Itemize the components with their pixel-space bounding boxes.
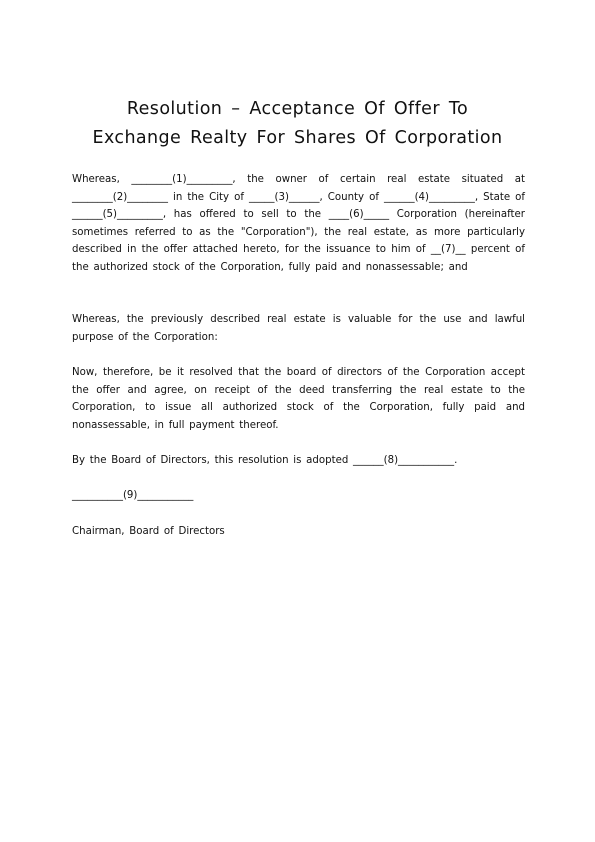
signature-caption: Chairman, Board of Directors — [72, 526, 225, 537]
adoption-paragraph: By the Board of Directors, this resolution is adopted ______(8)___________. — [72, 455, 458, 466]
title-line-1: Resolution – Acceptance Of Offer To — [126, 99, 469, 119]
resolution-paragraph: Now, therefore, be it resolved that the board of directors of the Corporation accept the offer and agree, on receipt of the deed transferring the real estate to the Corporation, to issue all authorized stock of the Corporation, fully paid and nonassessable, in full payment thereof. — [72, 367, 525, 431]
document-title — [40, 95, 555, 153]
whereas-value-paragraph: Whereas, the previously described real estate is valuable for the use and lawful purpose of the Corporation: — [72, 314, 525, 343]
title-line-2: Exchange Realty For Shares Of Corporation — [92, 128, 503, 148]
whereas-offer-paragraph: Whereas, ________(1)_________, the owner of certain real estate situated at ________(2)________ in the City of _____(3)______, County of ______(4)_________, State of ______(5)_________, has offered to sell to the ____(6)_____ Corporation (hereinafter sometimes referred to as the "Corporation"), the real estate, as more particularly described in the offer attached hereto, for the issuance to him of __(7)__ percent of the authorized stock of the Corporation, fully paid and nonassessable; and — [72, 174, 525, 273]
signature-line: __________(9)___________ — [72, 490, 194, 501]
